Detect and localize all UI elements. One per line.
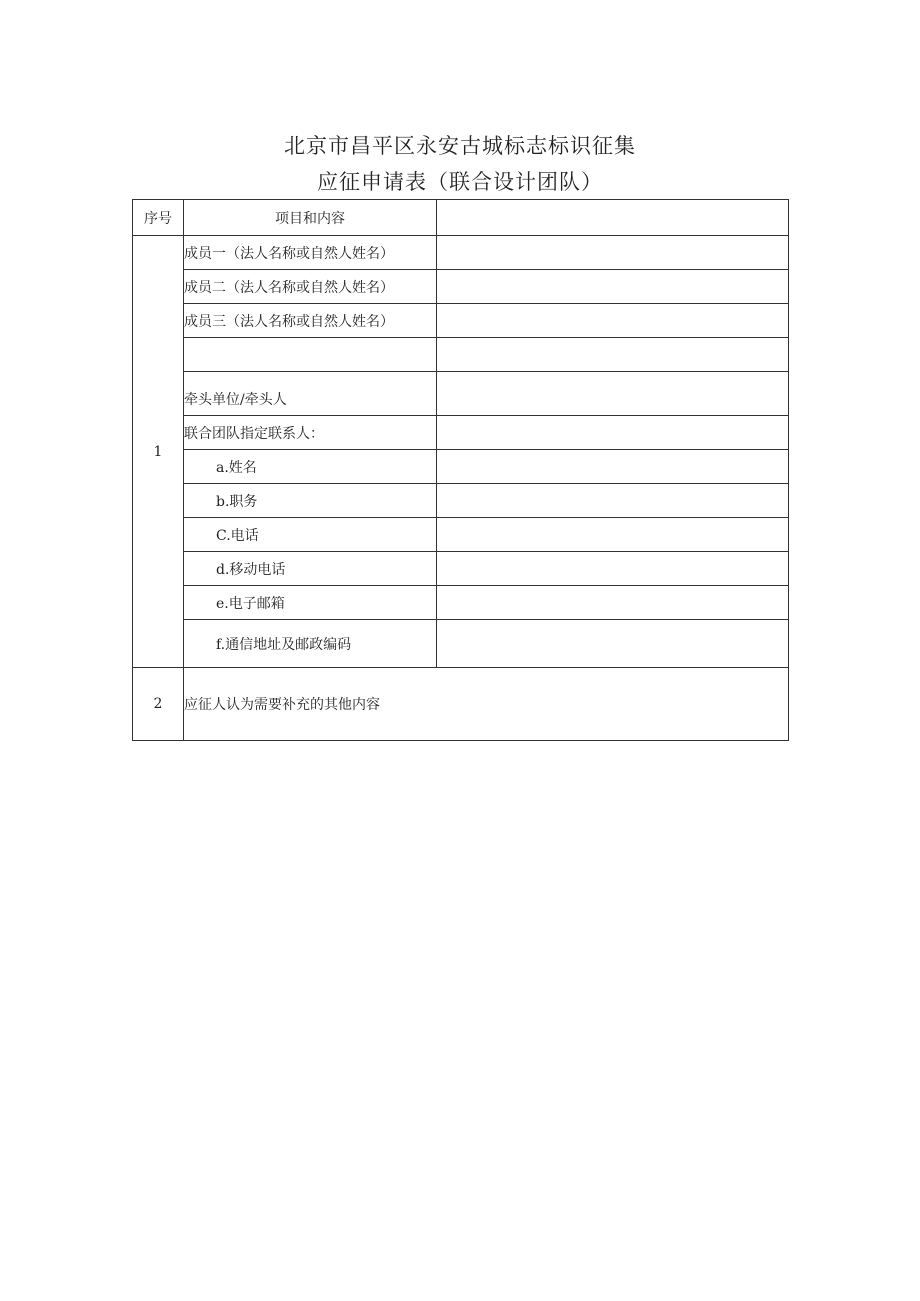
table-row: [133, 620, 789, 668]
table-row: [133, 304, 789, 338]
member-2-value[interactable]: [437, 270, 789, 304]
blank-row-label: [184, 338, 437, 372]
contact-title-label: b.职务: [184, 484, 437, 518]
table-row: [133, 484, 789, 518]
header-num: 序号: [133, 200, 184, 236]
table-row: [133, 552, 789, 586]
table-row: [133, 416, 789, 450]
lead-unit-label: 牵头单位/牵头人: [184, 372, 437, 416]
table-row: [133, 668, 789, 741]
table-row: [133, 270, 789, 304]
contact-title-value[interactable]: [437, 484, 789, 518]
member-2-label: 成员二（法人名称或自然人姓名）: [184, 270, 437, 304]
header-value: [437, 200, 789, 236]
contact-email-value[interactable]: [437, 586, 789, 620]
contact-phone-value[interactable]: [437, 518, 789, 552]
member-1-label: 成员一（法人名称或自然人姓名）: [184, 236, 437, 270]
member-1-value[interactable]: [437, 236, 789, 270]
contact-mobile-label: d.移动电话: [184, 552, 437, 586]
member-3-value[interactable]: [437, 304, 789, 338]
member-3-label: 成员三（法人名称或自然人姓名）: [184, 304, 437, 338]
table-row: [133, 518, 789, 552]
blank-row-value[interactable]: [437, 338, 789, 372]
contact-mobile-value[interactable]: [437, 552, 789, 586]
contact-address-value[interactable]: [437, 620, 789, 668]
contact-phone-label: C.电话: [184, 518, 437, 552]
form-subtitle: 应征申请表（联合设计团队）: [317, 170, 603, 194]
form-title: 北京市昌平区永安古城标志标识征集: [284, 134, 636, 158]
lead-unit-value[interactable]: [437, 372, 789, 416]
application-form-table: [132, 199, 789, 741]
table-header-row: [133, 200, 789, 236]
table-row: [133, 372, 789, 416]
header-item: 项目和内容: [184, 200, 437, 236]
contact-label: 联合团队指定联系人：: [184, 416, 437, 450]
section-2-num: 2: [133, 668, 184, 741]
contact-name-label: a.姓名: [184, 450, 437, 484]
table-row: [133, 338, 789, 372]
contact-value[interactable]: [437, 416, 789, 450]
section-1-num: 1: [133, 236, 184, 668]
contact-name-value[interactable]: [437, 450, 789, 484]
other-content-label[interactable]: 应征人认为需要补充的其他内容: [184, 668, 789, 741]
table-row: [133, 586, 789, 620]
contact-address-label: f.通信地址及邮政编码: [184, 620, 437, 668]
table-row: [133, 236, 789, 270]
table-row: [133, 450, 789, 484]
contact-email-label: e.电子邮箱: [184, 586, 437, 620]
